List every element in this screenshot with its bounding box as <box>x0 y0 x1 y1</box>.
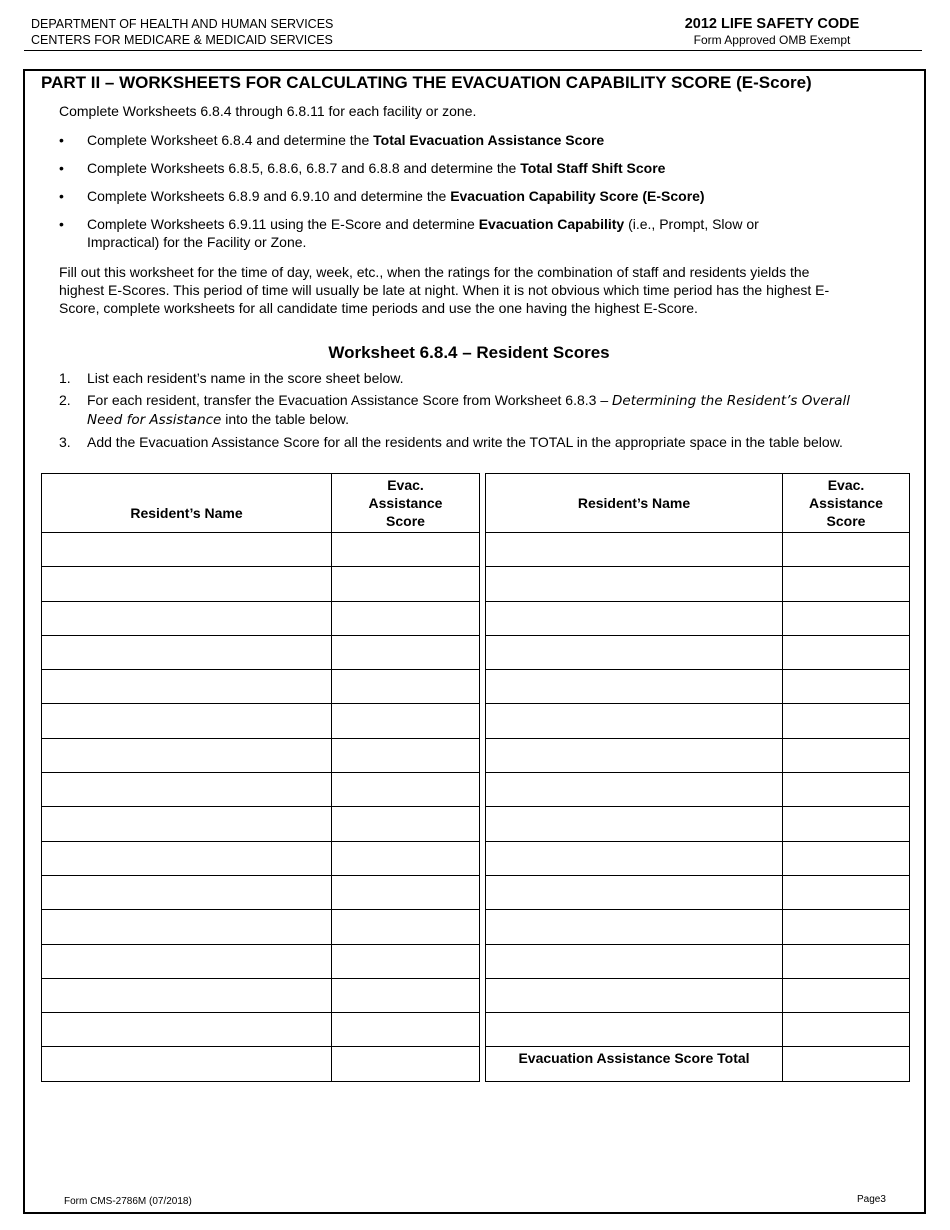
evac-score-cell[interactable] <box>332 875 480 909</box>
table-row <box>486 635 910 669</box>
worksheet-title: Worksheet 6.8.4 – Resident Scores <box>328 343 610 362</box>
resident-name-cell[interactable] <box>42 807 332 841</box>
resident-name-cell[interactable] <box>42 978 332 1012</box>
table-row <box>42 841 480 875</box>
resident-name-cell[interactable] <box>486 841 783 875</box>
evac-score-cell[interactable] <box>332 978 480 1012</box>
resident-name-cell[interactable] <box>486 978 783 1012</box>
resident-name-cell[interactable] <box>42 944 332 978</box>
evac-score-cell[interactable] <box>783 875 910 909</box>
table-row <box>42 738 480 772</box>
total-label: Evacuation Assistance Score Total <box>486 1047 783 1081</box>
resident-name-cell[interactable] <box>42 1047 332 1081</box>
resident-name-cell[interactable] <box>486 944 783 978</box>
evac-score-cell[interactable] <box>332 738 480 772</box>
table-row <box>42 601 480 635</box>
worksheet-steps <box>59 369 859 455</box>
table-row <box>42 773 480 807</box>
evac-score-cell[interactable] <box>332 704 480 738</box>
evac-score-header: Evac. Assistance Score <box>332 474 480 533</box>
table-row <box>42 567 480 601</box>
resident-name-cell[interactable] <box>486 875 783 909</box>
evac-score-cell[interactable] <box>783 773 910 807</box>
table-row <box>486 738 910 772</box>
centers-name: CENTERS FOR MEDICARE & MEDICAID SERVICES <box>31 33 333 47</box>
page-number: Page3 <box>857 1194 886 1205</box>
resident-name-cell[interactable] <box>42 738 332 772</box>
table-row <box>486 841 910 875</box>
evac-score-cell[interactable] <box>332 910 480 944</box>
evac-score-cell[interactable] <box>332 670 480 704</box>
step-item: 1. List each resident’s name in the score sheet below. <box>59 370 404 386</box>
evac-score-cell[interactable] <box>783 978 910 1012</box>
resident-name-cell[interactable] <box>42 773 332 807</box>
evac-score-cell[interactable] <box>783 910 910 944</box>
resident-name-cell[interactable] <box>486 601 783 635</box>
resident-name-cell[interactable] <box>42 1013 332 1047</box>
code-title: 2012 LIFE SAFETY CODE <box>684 16 860 32</box>
evac-score-cell[interactable] <box>783 533 910 567</box>
resident-name-cell[interactable] <box>486 1013 783 1047</box>
table-row <box>486 670 910 704</box>
table-row <box>486 533 910 567</box>
evac-score-cell[interactable] <box>783 567 910 601</box>
step-item: 2. For each resident, transfer the Evacuation Assistance Score from Worksheet 6.8.3 – Determining the Resident’s Overall Need for Assistance into the table below. <box>59 392 850 428</box>
evac-score-header: Evac. Assistance Score <box>783 474 910 533</box>
resident-name-cell[interactable] <box>42 704 332 738</box>
resident-name-cell[interactable] <box>486 704 783 738</box>
resident-name-header: Resident’s Name <box>42 474 332 533</box>
table-row <box>486 1047 910 1081</box>
resident-name-cell[interactable] <box>42 910 332 944</box>
evac-score-cell[interactable] <box>332 635 480 669</box>
part-title: PART II – WORKSHEETS FOR CALCULATING THE EVACUATION CAPABILITY SCORE (E-Score) <box>41 73 812 92</box>
evac-score-cell[interactable] <box>783 807 910 841</box>
resident-name-cell[interactable] <box>42 635 332 669</box>
resident-name-cell[interactable] <box>42 533 332 567</box>
evac-score-cell[interactable] <box>332 533 480 567</box>
evac-score-cell[interactable] <box>783 841 910 875</box>
resident-name-cell[interactable] <box>42 875 332 909</box>
evac-score-cell[interactable] <box>332 807 480 841</box>
bullet-item: • Complete Worksheet 6.8.4 and determine the Total Evacuation Assistance Score <box>59 131 819 149</box>
table-row <box>486 875 910 909</box>
resident-name-cell[interactable] <box>486 670 783 704</box>
resident-name-cell[interactable] <box>486 567 783 601</box>
table-row <box>42 910 480 944</box>
resident-name-cell[interactable] <box>486 807 783 841</box>
department-name: DEPARTMENT OF HEALTH AND HUMAN SERVICES <box>31 17 334 31</box>
table-row <box>42 1013 480 1047</box>
evac-score-cell[interactable] <box>332 944 480 978</box>
bullet-item: • Complete Worksheets 6.8.5, 6.8.6, 6.8.7 and 6.8.8 and determine the Total Staff Shift Score <box>59 159 819 177</box>
table-row <box>42 1047 480 1081</box>
resident-name-cell[interactable] <box>486 738 783 772</box>
table-row <box>42 875 480 909</box>
evac-score-cell[interactable] <box>332 773 480 807</box>
evac-score-cell[interactable] <box>332 601 480 635</box>
resident-name-header: Resident’s Name <box>486 474 783 533</box>
evac-score-cell[interactable] <box>783 1013 910 1047</box>
table-row <box>486 773 910 807</box>
table-row <box>42 704 480 738</box>
resident-name-cell[interactable] <box>42 567 332 601</box>
bullet-item: • Complete Worksheets 6.8.9 and 6.9.10 and determine the Evacuation Capability Score (E-Score) <box>59 187 819 205</box>
header-divider <box>24 50 922 51</box>
table-row <box>486 910 910 944</box>
resident-name-cell[interactable] <box>486 773 783 807</box>
intro-text: Complete Worksheets 6.8.4 through 6.8.11 for each facility or zone. <box>59 103 477 119</box>
approval-note: Form Approved OMB Exempt <box>693 33 851 47</box>
agency-header <box>31 16 333 48</box>
table-row <box>486 1013 910 1047</box>
resident-name-cell[interactable] <box>486 910 783 944</box>
table-row <box>42 533 480 567</box>
table-row <box>42 978 480 1012</box>
guidance-paragraph: Fill out this worksheet for the time of day, week, etc., when the ratings for the combination of staff and residents yields the highest E-Scores. This period of time will usually be late at night. When it is not obvious which time period has the highest E-Score, complete worksheets for all candidate time periods and use the one having the highest E-Score. <box>59 264 830 316</box>
table-row <box>486 807 910 841</box>
step-item: 3. Add the Evacuation Assistance Score for all the residents and write the TOTAL in the appropriate space in the table below. <box>59 434 843 450</box>
table-row <box>486 567 910 601</box>
table-row <box>486 601 910 635</box>
resident-scores-table-left <box>41 473 480 1082</box>
resident-scores-table-right <box>485 473 910 1082</box>
evac-score-cell[interactable] <box>783 944 910 978</box>
table-row <box>486 978 910 1012</box>
resident-name-cell[interactable] <box>42 601 332 635</box>
resident-name-cell[interactable] <box>42 841 332 875</box>
table-row <box>42 670 480 704</box>
table-row <box>486 944 910 978</box>
table-row <box>486 704 910 738</box>
total-score-cell[interactable] <box>783 1047 910 1081</box>
resident-name-cell[interactable] <box>486 533 783 567</box>
evac-score-cell[interactable] <box>783 738 910 772</box>
form-number: Form CMS-2786M (07/2018) <box>64 1196 192 1207</box>
table-row <box>42 807 480 841</box>
evac-score-cell[interactable] <box>332 567 480 601</box>
table-row <box>42 635 480 669</box>
instruction-bullets <box>59 131 819 261</box>
evac-score-cell[interactable] <box>332 1047 480 1081</box>
evac-score-cell[interactable] <box>332 1013 480 1047</box>
resident-name-cell[interactable] <box>486 635 783 669</box>
evac-score-cell[interactable] <box>783 635 910 669</box>
evac-score-cell[interactable] <box>783 670 910 704</box>
evac-score-cell[interactable] <box>783 704 910 738</box>
form-header <box>672 15 872 47</box>
evac-score-cell[interactable] <box>783 601 910 635</box>
bullet-item: • Complete Worksheets 6.9.11 using the E-Score and determine Evacuation Capability (i.e., Prompt, Slow or Impractical) for the Facility or Zone. <box>59 215 819 251</box>
table-row <box>42 944 480 978</box>
evac-score-cell[interactable] <box>332 841 480 875</box>
resident-name-cell[interactable] <box>42 670 332 704</box>
